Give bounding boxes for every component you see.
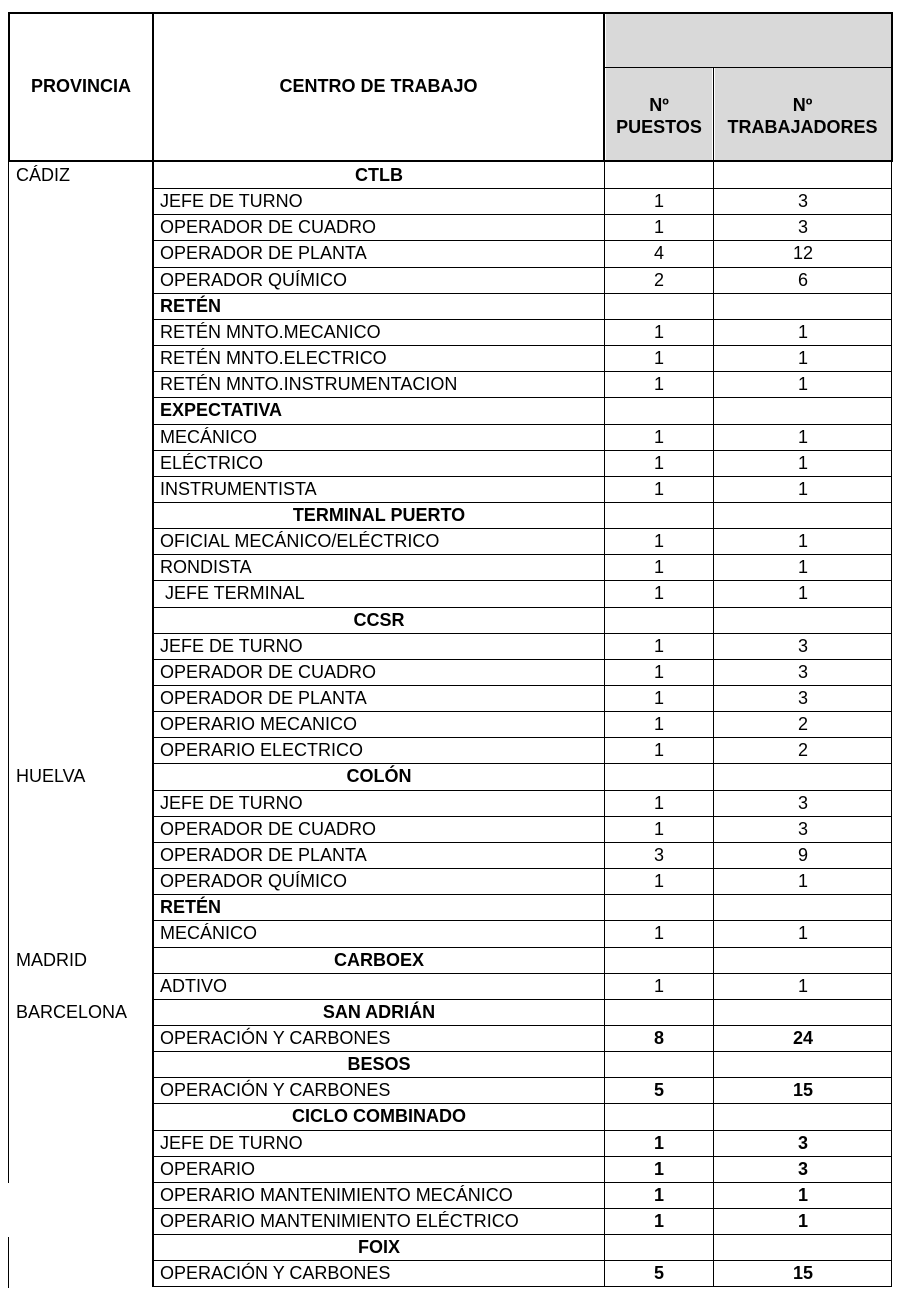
row-trabajadores: 1	[797, 531, 808, 551]
row-centro: ELÉCTRICO	[160, 453, 264, 473]
row-puestos: 1	[653, 636, 664, 656]
row-divider	[152, 424, 892, 425]
row-divider	[152, 293, 892, 294]
col-divider-centro	[152, 162, 154, 1287]
row-trabajadores: 1	[797, 1185, 808, 1205]
row-centro: OPERADOR QUÍMICO	[160, 871, 348, 891]
row-provincia	[16, 894, 150, 920]
row-provincia	[16, 450, 150, 476]
row-centro: OPERARIO	[160, 1159, 256, 1179]
row-divider	[152, 345, 892, 346]
row-centro: OFICIAL MECÁNICO/ELÉCTRICO	[160, 531, 440, 551]
row-puestos	[606, 293, 712, 319]
row-puestos: 1	[653, 479, 664, 499]
col-divider-puestos	[604, 162, 605, 1287]
row-trabajadores	[715, 293, 891, 319]
row-puestos: 1	[653, 322, 664, 342]
row-divider	[152, 659, 892, 660]
row-centro: OPERARIO ELECTRICO	[160, 740, 364, 760]
row-provincia	[16, 424, 150, 450]
row-puestos	[606, 1103, 712, 1129]
header-puestos-line2: PUESTOS	[616, 117, 702, 137]
row-puestos	[606, 947, 712, 973]
row-provincia	[16, 607, 150, 633]
row-divider	[152, 188, 892, 189]
row-puestos: 1	[653, 348, 664, 368]
row-puestos: 1	[653, 923, 664, 943]
row-centro-heading: EXPECTATIVA	[160, 400, 283, 420]
row-puestos: 5	[653, 1080, 664, 1100]
row-centro: JEFE DE TURNO	[160, 793, 303, 813]
row-puestos: 1	[653, 793, 664, 813]
row-divider	[152, 319, 892, 320]
row-divider	[152, 1051, 892, 1052]
row-puestos: 1	[653, 1133, 664, 1153]
row-divider	[152, 1208, 892, 1209]
header-trabajadores-line2: TRABAJADORES	[727, 117, 878, 137]
row-divider	[152, 842, 892, 843]
row-centro-heading: BESOS	[347, 1054, 411, 1074]
row-trabajadores: 3	[797, 662, 808, 682]
row-provincia	[16, 397, 150, 423]
row-puestos: 1	[653, 557, 664, 577]
row-trabajadores: 1	[797, 479, 808, 499]
row-trabajadores: 3	[797, 819, 808, 839]
row-puestos: 2	[653, 270, 664, 290]
row-divider	[152, 920, 892, 921]
row-puestos: 1	[653, 688, 664, 708]
row-provincia	[16, 711, 150, 737]
row-divider	[152, 580, 892, 581]
row-centro: RONDISTA	[160, 557, 252, 577]
row-divider	[152, 450, 892, 451]
row-divider	[152, 816, 892, 817]
row-trabajadores	[715, 1234, 891, 1260]
row-centro: ADTIVO	[160, 976, 228, 996]
row-trabajadores: 15	[792, 1080, 814, 1100]
row-provincia	[16, 214, 150, 240]
row-divider	[152, 894, 892, 895]
row-trabajadores: 12	[792, 243, 814, 263]
row-trabajadores: 1	[797, 322, 808, 342]
row-trabajadores: 9	[797, 845, 808, 865]
row-provincia	[16, 1130, 150, 1156]
row-provincia	[16, 1025, 150, 1051]
header-trabajadores-line1: Nº	[792, 95, 813, 115]
row-centro: JEFE DE TURNO	[160, 1133, 303, 1153]
row-trabajadores	[715, 763, 891, 789]
row-trabajadores: 3	[797, 688, 808, 708]
row-trabajadores: 1	[797, 923, 808, 943]
row-provincia	[16, 633, 150, 659]
row-provincia	[16, 580, 150, 606]
row-provincia	[16, 790, 150, 816]
row-provincia	[16, 188, 150, 214]
row-trabajadores	[715, 947, 891, 973]
right-border	[891, 162, 892, 1287]
row-centro: OPERACIÓN Y CARBONES	[160, 1080, 391, 1100]
row-provincia	[16, 502, 150, 528]
row-provincia	[16, 842, 150, 868]
row-trabajadores: 1	[797, 374, 808, 394]
row-centro: OPERARIO MANTENIMIENTO ELÉCTRICO	[160, 1211, 519, 1231]
row-provincia	[16, 319, 150, 345]
row-puestos: 8	[653, 1028, 664, 1048]
row-puestos: 1	[653, 453, 664, 473]
row-trabajadores: 3	[797, 636, 808, 656]
row-trabajadores: 2	[797, 740, 808, 760]
row-centro: JEFE TERMINAL	[160, 583, 305, 603]
row-puestos: 1	[653, 819, 664, 839]
row-centro-heading: CCSR	[353, 610, 405, 630]
row-divider	[152, 1260, 892, 1261]
row-puestos	[606, 1051, 712, 1077]
row-trabajadores: 1	[797, 348, 808, 368]
row-provincia	[16, 920, 150, 946]
row-provincia	[16, 685, 150, 711]
row-divider	[152, 1103, 892, 1104]
row-divider	[152, 947, 892, 948]
row-divider	[152, 633, 892, 634]
row-puestos: 1	[653, 976, 664, 996]
row-provincia	[16, 1156, 150, 1182]
row-divider	[152, 737, 892, 738]
row-trabajadores	[715, 397, 891, 423]
row-divider	[152, 763, 892, 764]
row-puestos	[606, 607, 712, 633]
row-centro: OPERARIO MANTENIMIENTO MECÁNICO	[160, 1185, 513, 1205]
header-trabajadores	[714, 94, 891, 138]
row-centro: MECÁNICO	[160, 427, 258, 447]
header-centro-de-trabajo: CENTRO DE TRABAJO	[279, 76, 478, 96]
row-puestos: 1	[653, 1159, 664, 1179]
row-provincia	[16, 1234, 150, 1260]
row-provincia	[16, 1051, 150, 1077]
row-divider	[152, 1286, 892, 1287]
row-puestos: 4	[653, 243, 664, 263]
row-puestos: 1	[653, 662, 664, 682]
row-trabajadores: 3	[797, 793, 808, 813]
row-puestos: 1	[653, 714, 664, 734]
row-trabajadores: 1	[797, 583, 808, 603]
row-puestos	[606, 1234, 712, 1260]
row-provincia	[16, 476, 150, 502]
row-centro-heading: CARBOEX	[333, 950, 424, 970]
header-col-divider-2	[603, 12, 605, 162]
row-divider	[152, 1234, 892, 1235]
row-divider	[152, 1077, 892, 1078]
row-provincia: MADRID	[16, 950, 87, 970]
row-centro: RETÉN MNTO.MECANICO	[160, 322, 381, 342]
row-provincia	[16, 528, 150, 554]
row-trabajadores: 3	[797, 1159, 808, 1179]
row-divider	[152, 1025, 892, 1026]
row-puestos: 1	[653, 1185, 664, 1205]
row-divider	[152, 711, 892, 712]
row-puestos	[606, 502, 712, 528]
row-provincia	[16, 1103, 150, 1129]
row-centro: JEFE DE TURNO	[160, 636, 303, 656]
row-divider	[152, 554, 892, 555]
row-provincia	[16, 659, 150, 685]
row-provincia	[16, 371, 150, 397]
row-provincia	[16, 1182, 150, 1208]
row-provincia: CÁDIZ	[16, 165, 70, 185]
row-centro: OPERADOR DE PLANTA	[160, 688, 367, 708]
row-centro: OPERADOR DE CUADRO	[160, 662, 377, 682]
row-provincia	[16, 816, 150, 842]
row-trabajadores: 1	[797, 871, 808, 891]
row-centro: OPERADOR QUÍMICO	[160, 270, 348, 290]
row-centro: OPERADOR DE PLANTA	[160, 243, 367, 263]
row-provincia	[16, 554, 150, 580]
row-puestos: 1	[653, 583, 664, 603]
row-puestos: 1	[653, 191, 664, 211]
header-provincia: PROVINCIA	[30, 76, 131, 96]
row-trabajadores: 2	[797, 714, 808, 734]
row-divider	[152, 685, 892, 686]
row-provincia	[16, 345, 150, 371]
row-provincia	[16, 240, 150, 266]
row-divider	[152, 397, 892, 398]
row-centro-heading: CICLO COMBINADO	[292, 1106, 466, 1126]
row-trabajadores: 1	[797, 557, 808, 577]
row-divider	[152, 476, 892, 477]
row-puestos: 3	[653, 845, 664, 865]
row-divider	[152, 267, 892, 268]
header-mid-border	[605, 67, 892, 68]
row-divider	[152, 999, 892, 1000]
row-centro: OPERADOR DE CUADRO	[160, 217, 377, 237]
row-centro: OPERARIO MECANICO	[160, 714, 358, 734]
row-centro: RETÉN MNTO.INSTRUMENTACION	[160, 374, 458, 394]
header-top-border	[8, 12, 892, 14]
row-divider	[152, 240, 892, 241]
row-centro: OPERADOR DE CUADRO	[160, 819, 377, 839]
row-puestos	[606, 763, 712, 789]
row-puestos	[606, 999, 712, 1025]
header-top-gray	[606, 14, 891, 67]
row-divider	[152, 973, 892, 974]
row-provincia	[16, 973, 150, 999]
row-trabajadores: 24	[792, 1028, 814, 1048]
row-centro-heading: FOIX	[357, 1237, 400, 1257]
row-provincia: BARCELONA	[16, 1002, 128, 1022]
row-centro: OPERACIÓN Y CARBONES	[160, 1028, 391, 1048]
row-provincia: HUELVA	[16, 766, 86, 786]
row-divider	[152, 607, 892, 608]
row-centro: INSTRUMENTISTA	[160, 479, 317, 499]
row-trabajadores	[715, 1103, 891, 1129]
row-divider	[152, 528, 892, 529]
row-trabajadores	[715, 1051, 891, 1077]
row-trabajadores: 1	[797, 427, 808, 447]
row-trabajadores: 1	[797, 453, 808, 473]
row-centro-heading: COLÓN	[346, 766, 412, 786]
row-divider	[152, 371, 892, 372]
row-puestos: 5	[653, 1263, 664, 1283]
row-centro: OPERADOR DE PLANTA	[160, 845, 367, 865]
row-centro: JEFE DE TURNO	[160, 191, 303, 211]
row-puestos: 1	[653, 1211, 664, 1231]
row-divider	[152, 1130, 892, 1131]
row-divider	[152, 214, 892, 215]
row-divider	[152, 790, 892, 791]
row-puestos	[606, 397, 712, 423]
row-trabajadores: 3	[797, 217, 808, 237]
row-divider	[152, 1156, 892, 1157]
row-trabajadores	[715, 502, 891, 528]
row-trabajadores	[715, 894, 891, 920]
row-divider	[152, 868, 892, 869]
row-centro-heading: RETÉN	[160, 296, 222, 316]
row-trabajadores: 15	[792, 1263, 814, 1283]
row-trabajadores: 3	[797, 1133, 808, 1153]
row-puestos: 1	[653, 531, 664, 551]
row-divider	[152, 1182, 892, 1183]
row-puestos	[606, 162, 712, 188]
row-centro-heading: TERMINAL PUERTO	[292, 505, 466, 525]
row-trabajadores	[715, 999, 891, 1025]
row-centro: OPERACIÓN Y CARBONES	[160, 1263, 391, 1283]
col-divider-trabajadores	[713, 162, 714, 1287]
row-provincia	[16, 1077, 150, 1103]
row-trabajadores	[715, 162, 891, 188]
left-border-upper	[8, 162, 9, 1183]
row-centro-heading: SAN ADRIÁN	[322, 1002, 436, 1022]
header-right-border	[891, 12, 893, 162]
row-puestos	[606, 894, 712, 920]
row-centro-heading: CTLB	[355, 165, 403, 185]
row-trabajadores: 3	[797, 191, 808, 211]
row-centro: RETÉN MNTO.ELECTRICO	[160, 348, 387, 368]
row-trabajadores	[715, 607, 891, 633]
row-centro-heading: RETÉN	[160, 897, 222, 917]
row-divider	[152, 502, 892, 503]
header-puestos	[605, 94, 713, 138]
row-puestos: 1	[653, 871, 664, 891]
row-provincia	[16, 868, 150, 894]
row-provincia	[16, 737, 150, 763]
header-puestos-line1: Nº	[649, 95, 669, 115]
row-provincia	[16, 293, 150, 319]
row-centro: MECÁNICO	[160, 923, 258, 943]
row-puestos: 1	[653, 217, 664, 237]
row-trabajadores: 6	[797, 270, 808, 290]
row-trabajadores: 1	[797, 976, 808, 996]
row-provincia	[16, 267, 150, 293]
row-puestos: 1	[653, 740, 664, 760]
row-provincia	[16, 1208, 150, 1234]
row-puestos: 1	[653, 374, 664, 394]
row-puestos: 1	[653, 427, 664, 447]
row-provincia	[16, 1260, 150, 1286]
row-trabajadores: 1	[797, 1211, 808, 1231]
left-border-lower	[8, 1237, 9, 1288]
